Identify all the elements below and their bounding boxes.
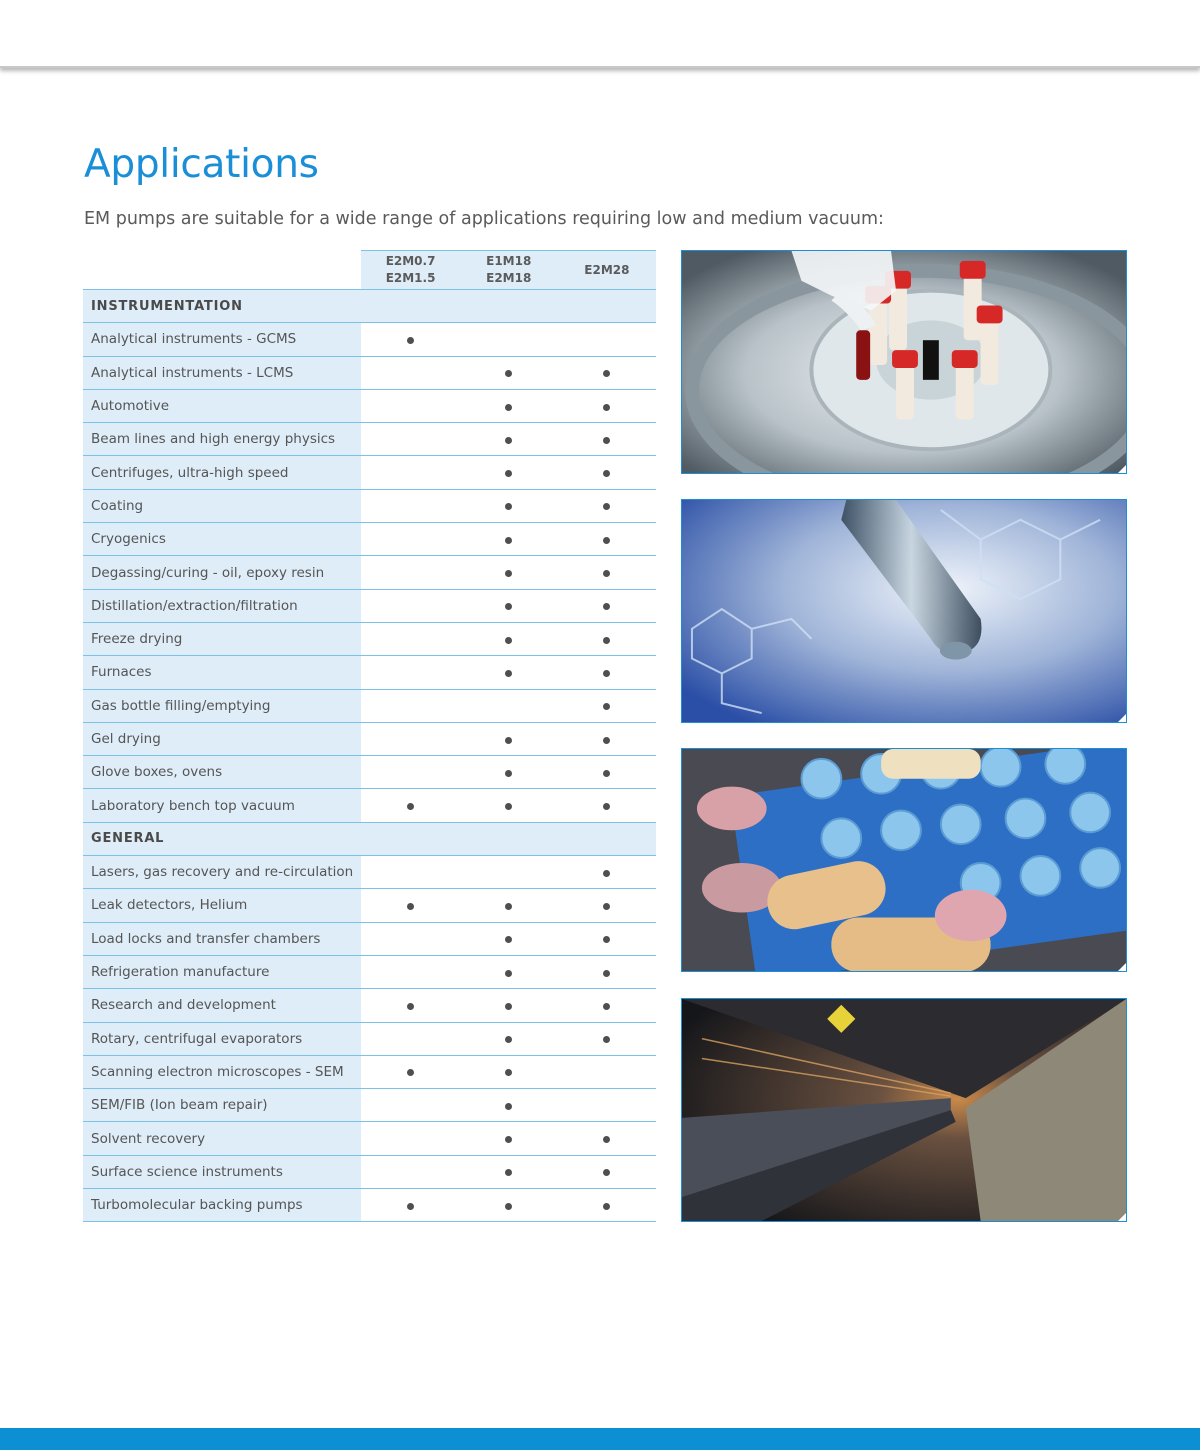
- suitability-cell: [460, 356, 558, 389]
- application-label: Research and development: [83, 989, 361, 1022]
- bullet-dot-icon: [603, 503, 610, 510]
- table-row: [83, 323, 656, 356]
- table-row: [83, 1189, 656, 1222]
- suitability-cell: [361, 789, 459, 822]
- table-row: [83, 1022, 656, 1055]
- top-band: [0, 0, 1200, 68]
- suitability-cell: [558, 656, 656, 689]
- suitability-cell: [558, 1055, 656, 1088]
- suitability-cell: [460, 889, 558, 922]
- suitability-cell: [361, 1155, 459, 1188]
- suitability-cell: [361, 722, 459, 755]
- bullet-dot-icon: [505, 737, 512, 744]
- bullet-dot-icon: [603, 470, 610, 477]
- bullet-dot-icon: [603, 404, 610, 411]
- bullet-dot-icon: [603, 903, 610, 910]
- application-label: Scanning electron microscopes - SEM: [83, 1055, 361, 1088]
- bullet-dot-icon: [407, 803, 414, 810]
- table-row: [83, 523, 656, 556]
- bullet-dot-icon: [505, 1003, 512, 1010]
- suitability-cell: [558, 789, 656, 822]
- bullet-dot-icon: [603, 737, 610, 744]
- bullet-dot-icon: [505, 470, 512, 477]
- section-row: [83, 290, 656, 323]
- photo-accelerator-tunnel: [681, 998, 1127, 1222]
- suitability-cell: [558, 1122, 656, 1155]
- bullet-dot-icon: [505, 770, 512, 777]
- suitability-cell: [558, 556, 656, 589]
- bullet-dot-icon: [505, 1103, 512, 1110]
- application-label: Centrifuges, ultra-high speed: [83, 456, 361, 489]
- suitability-cell: [460, 489, 558, 522]
- application-label: Automotive: [83, 389, 361, 422]
- bullet-dot-icon: [505, 970, 512, 977]
- bullet-dot-icon: [407, 1069, 414, 1076]
- bullet-dot-icon: [603, 437, 610, 444]
- bullet-dot-icon: [505, 936, 512, 943]
- bullet-dot-icon: [505, 370, 512, 377]
- suitability-cell: [460, 1122, 558, 1155]
- section-fill: [361, 822, 656, 855]
- suitability-cell: [558, 1089, 656, 1122]
- bullet-dot-icon: [505, 437, 512, 444]
- suitability-cell: [558, 722, 656, 755]
- column-header: [361, 251, 459, 290]
- suitability-cell: [361, 955, 459, 988]
- bullet-dot-icon: [603, 637, 610, 644]
- suitability-cell: [460, 689, 558, 722]
- suitability-cell: [558, 955, 656, 988]
- application-label: SEM/FIB (Ion beam repair): [83, 1089, 361, 1122]
- column-header-line: E1M18: [486, 254, 532, 268]
- bullet-dot-icon: [505, 1136, 512, 1143]
- suitability-cell: [460, 323, 558, 356]
- suitability-cell: [361, 689, 459, 722]
- bullet-dot-icon: [505, 603, 512, 610]
- suitability-cell: [361, 423, 459, 456]
- suitability-cell: [361, 523, 459, 556]
- suitability-cell: [460, 589, 558, 622]
- centrifuge-illustration: [682, 251, 1126, 473]
- header-blank: [83, 251, 361, 290]
- bullet-dot-icon: [603, 1003, 610, 1010]
- suitability-cell: [558, 456, 656, 489]
- section-row: [83, 822, 656, 855]
- table-row: [83, 756, 656, 789]
- suitability-cell: [361, 1189, 459, 1222]
- suitability-cell: [361, 989, 459, 1022]
- table-row: [83, 556, 656, 589]
- suitability-cell: [460, 955, 558, 988]
- photo-test-tube: [681, 499, 1127, 723]
- suitability-cell: [361, 889, 459, 922]
- suitability-cell: [460, 989, 558, 1022]
- bullet-dot-icon: [603, 936, 610, 943]
- suitability-cell: [460, 423, 558, 456]
- column-header-line: E2M0.7: [385, 254, 436, 268]
- table-row: [83, 1155, 656, 1188]
- suitability-cell: [460, 1189, 558, 1222]
- table-row: [83, 1122, 656, 1155]
- suitability-cell: [460, 1055, 558, 1088]
- bullet-dot-icon: [603, 670, 610, 677]
- bullet-dot-icon: [407, 1203, 414, 1210]
- table-row: [83, 489, 656, 522]
- photo-centrifuge: [681, 250, 1127, 474]
- application-label: Rotary, centrifugal evaporators: [83, 1022, 361, 1055]
- suitability-cell: [460, 389, 558, 422]
- bullet-dot-icon: [505, 1203, 512, 1210]
- table-row: [83, 1089, 656, 1122]
- bullet-dot-icon: [603, 603, 610, 610]
- suitability-cell: [460, 556, 558, 589]
- table-row: [83, 722, 656, 755]
- suitability-cell: [361, 1122, 459, 1155]
- tunnel-illustration: [682, 999, 1126, 1221]
- suitability-cell: [361, 356, 459, 389]
- column-header: [558, 251, 656, 290]
- table-row: [83, 423, 656, 456]
- table-row: [83, 1055, 656, 1088]
- table-header-row: [83, 251, 656, 290]
- suitability-cell: [460, 722, 558, 755]
- bullet-dot-icon: [505, 903, 512, 910]
- section-title: INSTRUMENTATION: [83, 290, 361, 323]
- suitability-cell: [460, 856, 558, 889]
- suitability-cell: [361, 389, 459, 422]
- table-row: [83, 622, 656, 655]
- bullet-dot-icon: [505, 503, 512, 510]
- suitability-cell: [558, 922, 656, 955]
- application-label: Glove boxes, ovens: [83, 756, 361, 789]
- table-row: [83, 789, 656, 822]
- table-row: [83, 989, 656, 1022]
- suitability-cell: [558, 856, 656, 889]
- application-label: Gel drying: [83, 722, 361, 755]
- column-header: [460, 251, 558, 290]
- suitability-cell: [460, 456, 558, 489]
- table-row: [83, 589, 656, 622]
- bullet-dot-icon: [505, 570, 512, 577]
- bullet-dot-icon: [505, 670, 512, 677]
- table-row: [83, 356, 656, 389]
- suitability-cell: [558, 622, 656, 655]
- suitability-cell: [558, 1155, 656, 1188]
- table-body: [83, 290, 656, 1222]
- suitability-cell: [460, 656, 558, 689]
- application-label: Laboratory bench top vacuum: [83, 789, 361, 822]
- bullet-dot-icon: [603, 1136, 610, 1143]
- bullet-dot-icon: [603, 770, 610, 777]
- bullet-dot-icon: [603, 537, 610, 544]
- application-label: Beam lines and high energy physics: [83, 423, 361, 456]
- column-header-line: E2M18: [486, 271, 532, 285]
- test-tube-illustration: [682, 500, 1126, 722]
- suitability-cell: [361, 456, 459, 489]
- suitability-cell: [460, 1022, 558, 1055]
- suitability-cell: [558, 489, 656, 522]
- suitability-cell: [361, 922, 459, 955]
- bullet-dot-icon: [603, 570, 610, 577]
- suitability-cell: [361, 1022, 459, 1055]
- suitability-cell: [361, 556, 459, 589]
- bullet-dot-icon: [603, 803, 610, 810]
- suitability-cell: [361, 856, 459, 889]
- suitability-cell: [361, 1089, 459, 1122]
- application-label: Freeze drying: [83, 622, 361, 655]
- suitability-cell: [558, 423, 656, 456]
- suitability-cell: [558, 323, 656, 356]
- pills-illustration: [682, 749, 1126, 971]
- bullet-dot-icon: [603, 1169, 610, 1176]
- application-label: Cryogenics: [83, 523, 361, 556]
- photo-pills: [681, 748, 1127, 972]
- suitability-cell: [460, 789, 558, 822]
- bottom-band: [0, 1428, 1200, 1450]
- application-label: Coating: [83, 489, 361, 522]
- table-row: [83, 955, 656, 988]
- table-row: [83, 389, 656, 422]
- bullet-dot-icon: [603, 1036, 610, 1043]
- suitability-cell: [558, 889, 656, 922]
- table-row: [83, 656, 656, 689]
- application-label: Turbomolecular backing pumps: [83, 1189, 361, 1222]
- section-title: GENERAL: [83, 822, 361, 855]
- bullet-dot-icon: [603, 870, 610, 877]
- bullet-dot-icon: [505, 637, 512, 644]
- application-label: Refrigeration manufacture: [83, 955, 361, 988]
- application-label: Lasers, gas recovery and re-circulation: [83, 856, 361, 889]
- table-row: [83, 856, 656, 889]
- table-row: [83, 689, 656, 722]
- applications-table: [83, 250, 656, 1222]
- bullet-dot-icon: [407, 903, 414, 910]
- table-row: [83, 922, 656, 955]
- suitability-cell: [460, 1155, 558, 1188]
- column-header-line: E2M1.5: [385, 271, 436, 285]
- application-label: Analytical instruments - GCMS: [83, 323, 361, 356]
- bullet-dot-icon: [505, 1069, 512, 1076]
- suitability-cell: [558, 756, 656, 789]
- bullet-dot-icon: [407, 1003, 414, 1010]
- suitability-cell: [558, 356, 656, 389]
- bullet-dot-icon: [407, 337, 414, 344]
- bullet-dot-icon: [505, 1169, 512, 1176]
- bullet-dot-icon: [603, 703, 610, 710]
- suitability-cell: [361, 756, 459, 789]
- suitability-cell: [460, 922, 558, 955]
- bullet-dot-icon: [603, 370, 610, 377]
- suitability-cell: [361, 1055, 459, 1088]
- suitability-cell: [558, 1189, 656, 1222]
- suitability-cell: [460, 523, 558, 556]
- suitability-cell: [361, 489, 459, 522]
- application-label: Analytical instruments - LCMS: [83, 356, 361, 389]
- suitability-cell: [558, 389, 656, 422]
- suitability-cell: [361, 323, 459, 356]
- suitability-cell: [558, 689, 656, 722]
- bullet-dot-icon: [505, 1036, 512, 1043]
- application-label: Degassing/curing - oil, epoxy resin: [83, 556, 361, 589]
- application-label: Surface science instruments: [83, 1155, 361, 1188]
- bullet-dot-icon: [505, 404, 512, 411]
- bullet-dot-icon: [505, 803, 512, 810]
- application-label: Leak detectors, Helium: [83, 889, 361, 922]
- column-header-line: E2M28: [584, 262, 630, 277]
- table-row: [83, 889, 656, 922]
- application-label: Gas bottle filling/emptying: [83, 689, 361, 722]
- suitability-cell: [558, 989, 656, 1022]
- suitability-cell: [558, 1022, 656, 1055]
- application-label: Distillation/extraction/filtration: [83, 589, 361, 622]
- intro-text: EM pumps are suitable for a wide range of applications requiring low and medium vacuum:: [84, 209, 884, 229]
- bullet-dot-icon: [505, 537, 512, 544]
- application-label: Solvent recovery: [83, 1122, 361, 1155]
- application-label: Furnaces: [83, 656, 361, 689]
- suitability-cell: [460, 622, 558, 655]
- suitability-cell: [460, 1089, 558, 1122]
- suitability-cell: [361, 589, 459, 622]
- section-fill: [361, 290, 656, 323]
- page-title: Applications: [84, 142, 319, 187]
- bullet-dot-icon: [603, 1203, 610, 1210]
- suitability-cell: [361, 622, 459, 655]
- table-row: [83, 456, 656, 489]
- application-label: Load locks and transfer chambers: [83, 922, 361, 955]
- suitability-cell: [558, 523, 656, 556]
- bullet-dot-icon: [603, 970, 610, 977]
- suitability-cell: [460, 756, 558, 789]
- suitability-cell: [361, 656, 459, 689]
- suitability-cell: [558, 589, 656, 622]
